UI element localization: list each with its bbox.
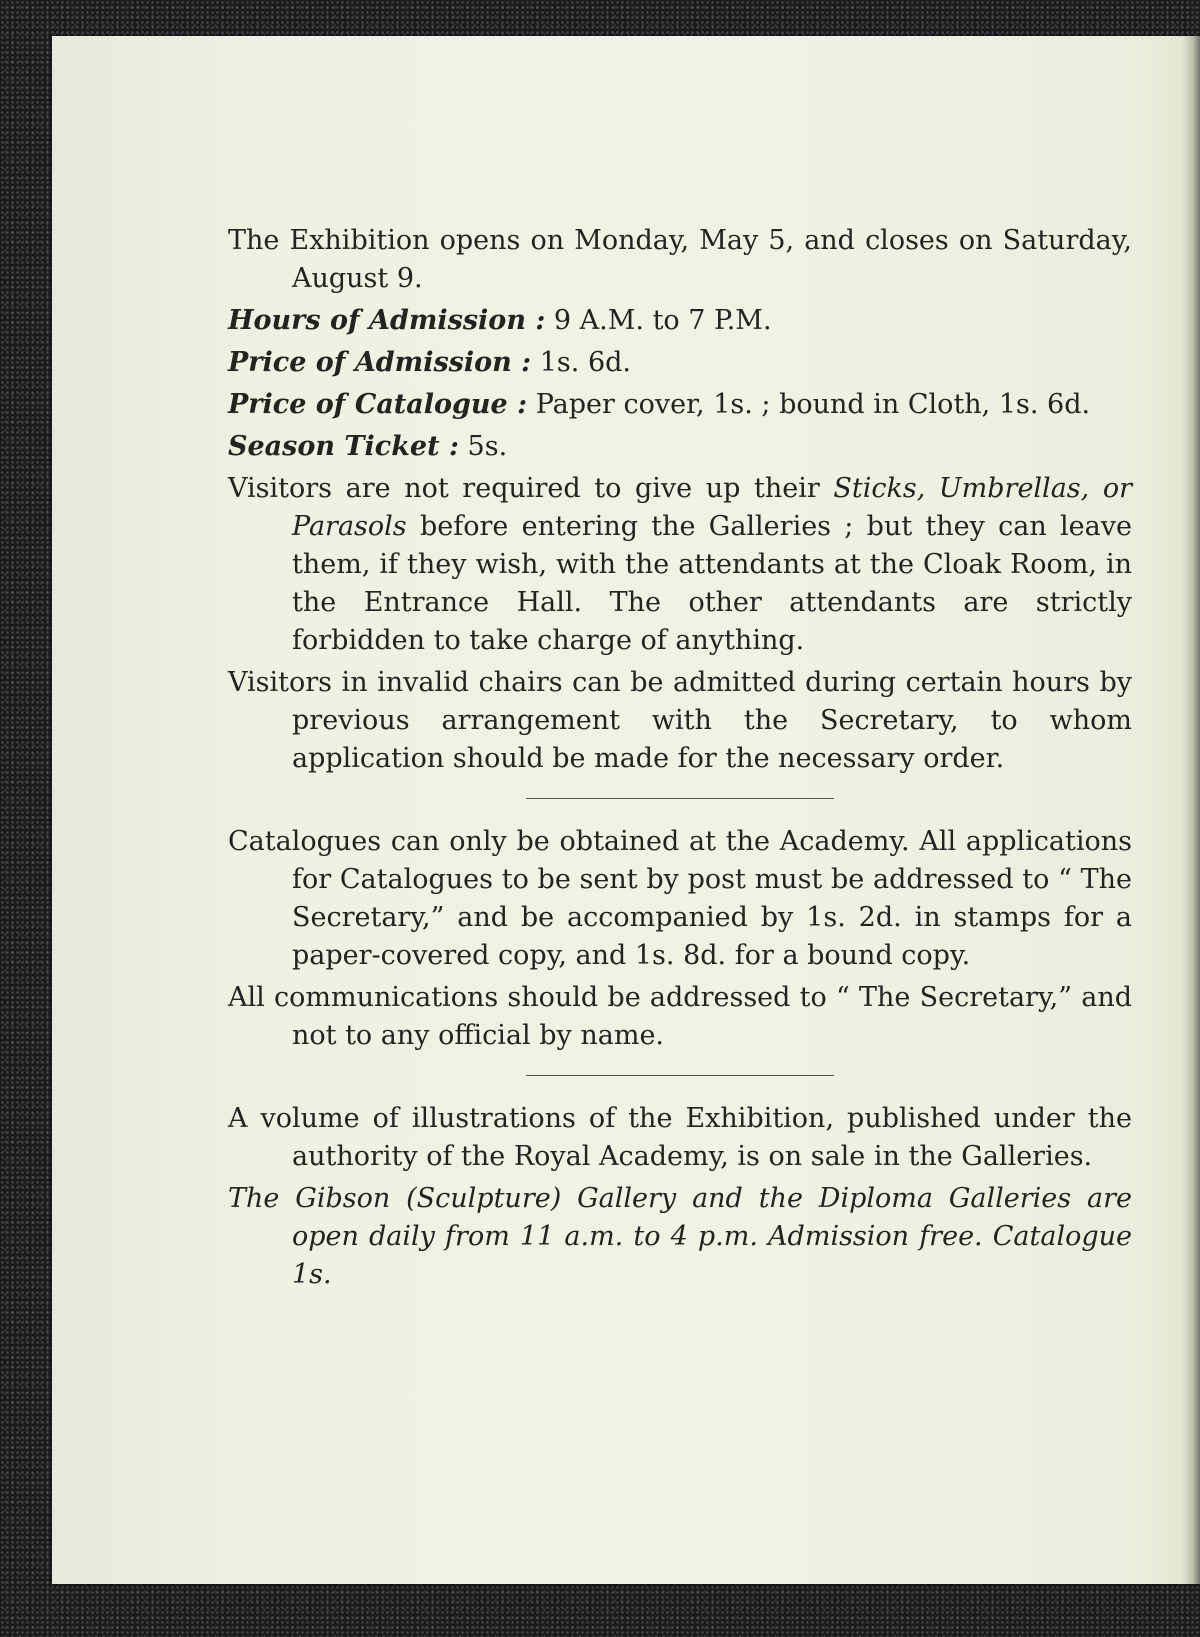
catalogue-price-label: Price of Catalogue : [228, 389, 528, 420]
admission-price-value: 1s. 6d. [539, 347, 631, 378]
season-ticket [228, 428, 1132, 466]
hours-value: 9 A.M. to 7 P.M. [553, 305, 772, 336]
sticks-lead-text: Visitors are not required to give up their [228, 473, 820, 504]
gibson-gallery-notice: The Gibson (Sculpture) Gallery and the Diploma Galleries are open daily from 11 a.m. to 4 p.m. Admission free. Catalogue 1s. [228, 1183, 1132, 1290]
sticks-items-text: Sticks, Umbrellas, or Parasols [292, 473, 1132, 542]
sticks-umbrellas-notice [228, 470, 1132, 660]
illustrations-volume: A volume of illustrations of the Exhibition, published under the authority of the Royal Academy, is on sale in the Galleries. [228, 1103, 1132, 1172]
season-ticket-label: Season Ticket : [228, 431, 459, 462]
catalogue-price-value: Paper cover, 1s. ; bound in Cloth, 1s. 6d. [535, 389, 1091, 420]
invalid-chairs-notice: Visitors in invalid chairs can be admitted during certain hours by previous arrangement with the Secretary, to whom application should be made for the necessary order. [228, 667, 1132, 774]
sticks-rest-text: before entering the Galleries ; but they can leave them, if they wish, with the attendants at the Cloak Room, in the Entrance Hall. The other attendants are strictly forbidden to take charge of anything. [292, 511, 1132, 656]
section-divider [526, 798, 834, 799]
price-of-catalogue [228, 386, 1132, 424]
admission-price-label: Price of Admission : [228, 347, 532, 378]
opening-dates: The Exhibition opens on Monday, May 5, and closes on Saturday, August 9. [228, 225, 1132, 294]
page-spine-shadow [1182, 36, 1200, 1584]
price-of-admission [228, 344, 1132, 382]
season-ticket-value: 5s. [467, 431, 508, 462]
section-divider [526, 1075, 834, 1076]
catalogue-applications: Catalogues can only be obtained at the Academy. All applications for Catalogues to be sent by post must be addressed to “ The Secretary,” and be accompanied by 1s. 2d. in stamps for a paper-covered copy, and 1s. 8d. for a bound copy. [228, 826, 1132, 971]
hours-of-admission [228, 302, 1132, 340]
notice-text [228, 222, 1132, 1298]
communications-notice: All communications should be addressed to “ The Secretary,” and not to any official by name. [228, 982, 1132, 1051]
hours-label: Hours of Admission : [228, 305, 546, 336]
document-page [52, 36, 1200, 1584]
